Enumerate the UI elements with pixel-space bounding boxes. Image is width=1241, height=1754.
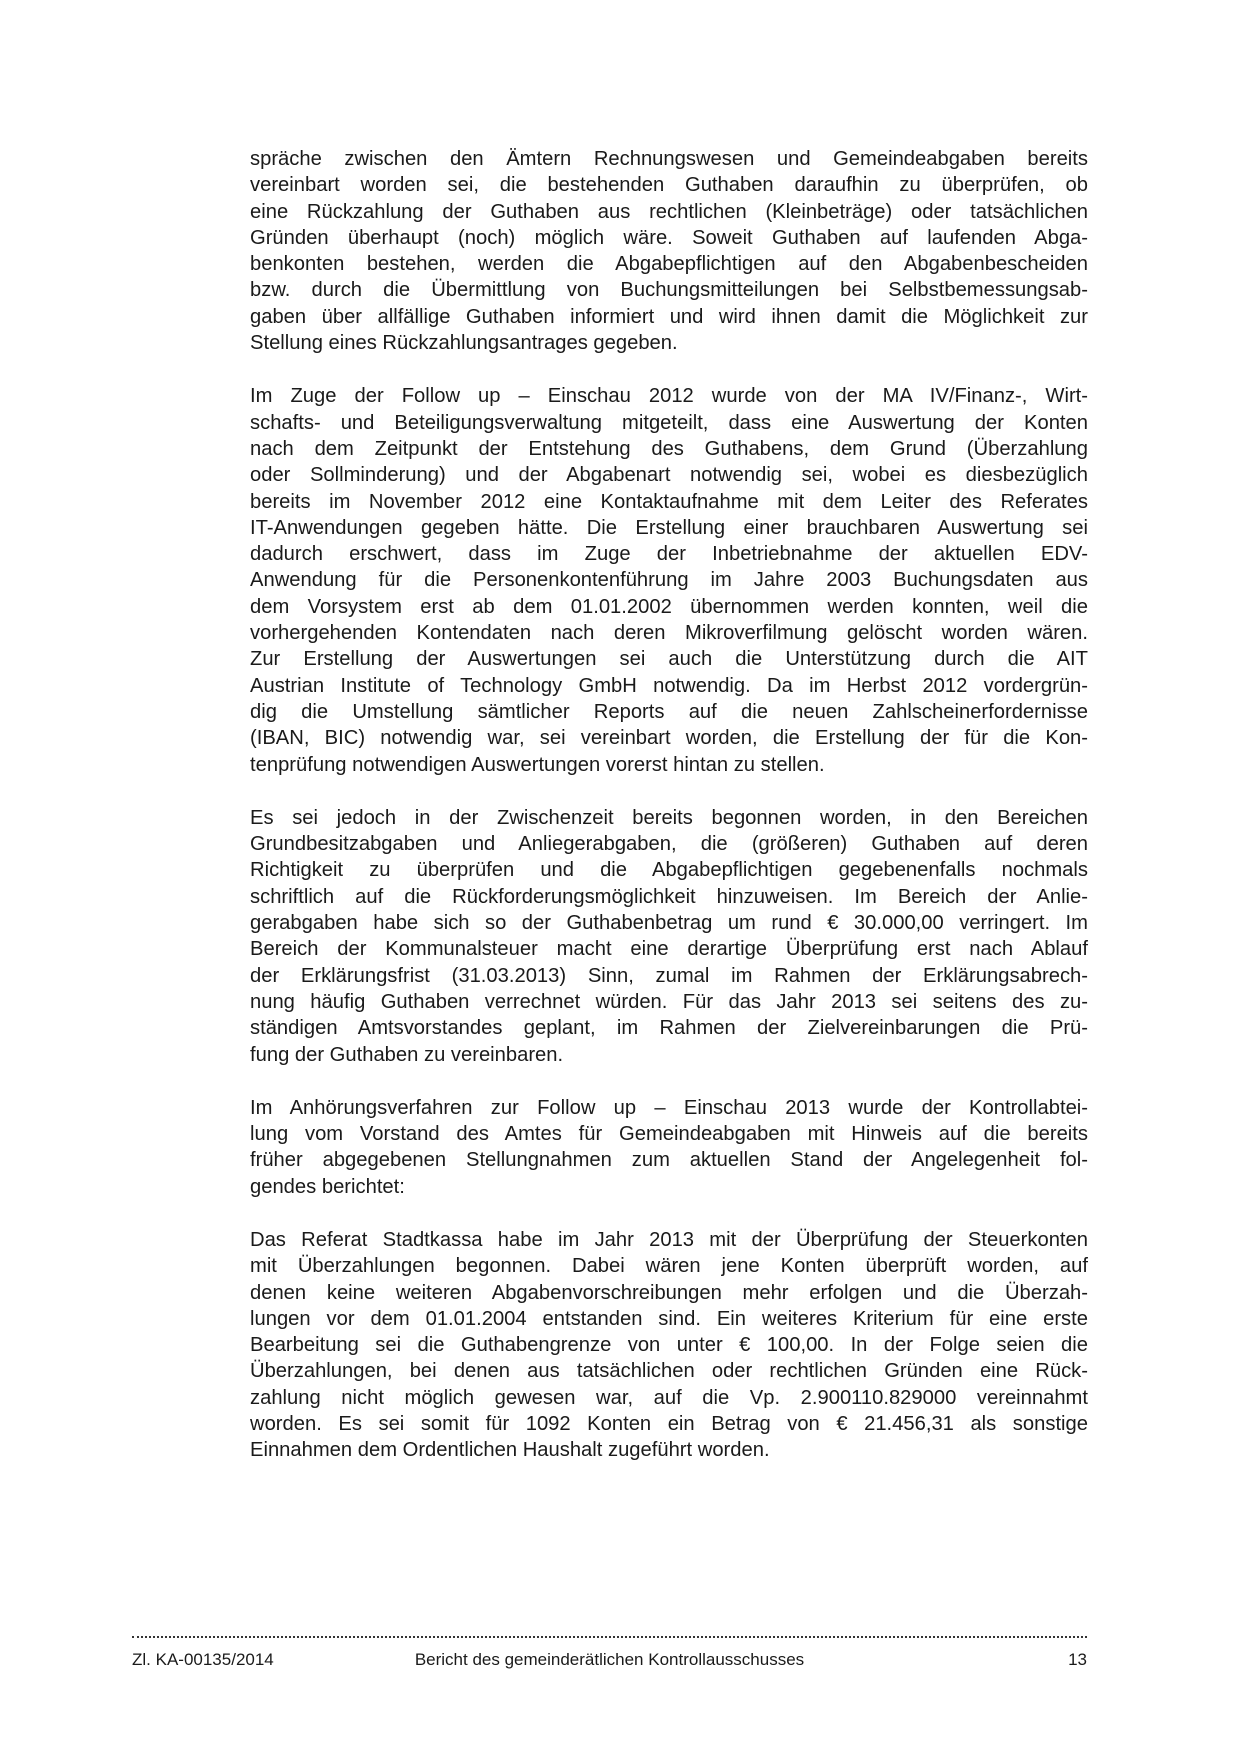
text-line: Bereich der Kommunalsteuer macht eine derartige Überprüfung erst nach Ablauf bbox=[250, 938, 1088, 961]
footer-title: Bericht des gemeinderätlichen Kontrollausschusses bbox=[414, 1650, 805, 1669]
text-line: dadurch erschwert, dass im Zuge der Inbetriebnahme der aktuellen EDV- bbox=[250, 543, 1088, 566]
text-line: dig die Umstellung sämtlicher Reports auf die neuen Zahlscheinerfordernisse bbox=[250, 700, 1088, 723]
text-line: schafts- und Beteiligungsverwaltung mitgeteilt, dass eine Auswertung der Konten bbox=[250, 411, 1088, 434]
text-line: Austrian Institute of Technology GmbH notwendig. Da im Herbst 2012 vordergrün- bbox=[250, 674, 1088, 697]
text-line: fung der Guthaben zu vereinbaren. bbox=[250, 1043, 564, 1066]
text-line: IT-Anwendungen gegeben hätte. Die Erstellung einer brauchbaren Auswertung sei bbox=[250, 516, 1088, 539]
paragraph bbox=[250, 1095, 1088, 1200]
text-line: tenprüfung notwendigen Auswertungen vorerst hintan zu stellen. bbox=[250, 753, 825, 776]
text-line: dem Vorsystem erst ab dem 01.01.2002 übernommen werden konnten, weil die bbox=[250, 595, 1088, 618]
footer-row bbox=[132, 1650, 1087, 1674]
document-body bbox=[250, 146, 1088, 1464]
text-line: oder Sollminderung) und der Abgabenart notwendig sei, wobei es diesbezüglich bbox=[250, 464, 1088, 487]
text-line: Das Referat Stadtkassa habe im Jahr 2013 mit der Überprüfung der Steuerkonten bbox=[250, 1228, 1088, 1251]
text-line: gaben über allfällige Guthaben informiert und wird ihnen damit die Möglichkeit zur bbox=[250, 305, 1088, 328]
paragraph bbox=[250, 146, 1088, 356]
paragraph-gap bbox=[250, 1200, 1088, 1227]
text-line: gendes berichtet: bbox=[250, 1175, 405, 1198]
text-line: Im Anhörungsverfahren zur Follow up – Einschau 2013 wurde der Kontrollabtei- bbox=[250, 1096, 1088, 1119]
text-line: bereits im November 2012 eine Kontaktaufnahme mit dem Leiter des Referates bbox=[250, 490, 1088, 513]
text-line: Zur Erstellung der Auswertungen sei auch die Unterstützung durch die AIT bbox=[250, 648, 1088, 671]
text-line: nach dem Zeitpunkt der Entstehung des Guthabens, dem Grund (Überzahlung bbox=[250, 437, 1088, 460]
text-line: gerabgaben habe sich so der Guthabenbetrag um rund € 30.000,00 verringert. Im bbox=[250, 912, 1088, 935]
text-line: Grundbesitzabgaben und Anliegerabgaben, die (größeren) Guthaben auf deren bbox=[250, 833, 1088, 856]
text-line: lungen vor dem 01.01.2004 entstanden sind. Ein weiteres Kriterium für eine erste bbox=[250, 1307, 1088, 1330]
text-line: Gründen überhaupt (noch) möglich wäre. Soweit Guthaben auf laufenden Abga- bbox=[250, 226, 1088, 249]
page-number: 13 bbox=[1068, 1650, 1087, 1669]
text-line: Stellung eines Rückzahlungsantrages gegeben. bbox=[250, 332, 678, 355]
footer-divider bbox=[132, 1636, 1087, 1638]
text-line: Bearbeitung sei die Guthabengrenze von unter € 100,00. In der Folge seien die bbox=[250, 1334, 1088, 1357]
text-line: Es sei jedoch in der Zwischenzeit bereits begonnen worden, in den Bereichen bbox=[250, 806, 1088, 829]
text-line: eine Rückzahlung der Guthaben aus rechtlichen (Kleinbeträge) oder tatsächlichen bbox=[250, 200, 1088, 223]
text-line: benkonten bestehen, werden die Abgabepflichtigen auf den Abgabenbescheiden bbox=[250, 253, 1088, 276]
text-line: zahlung nicht möglich gewesen war, auf die Vp. 2.900110.829000 vereinnahmt bbox=[250, 1386, 1088, 1409]
text-line: Richtigkeit zu überprüfen und die Abgabepflichtigen gegebenenfalls nochmals bbox=[250, 859, 1088, 882]
page-footer bbox=[132, 1636, 1087, 1674]
text-line: lung vom Vorstand des Amtes für Gemeindeabgaben mit Hinweis auf die bereits bbox=[250, 1123, 1088, 1146]
footer-reference: Zl. KA-00135/2014 bbox=[132, 1650, 274, 1669]
text-line: worden. Es sei somit für 1092 Konten ein Betrag von € 21.456,31 als sonstige bbox=[250, 1413, 1088, 1436]
paragraph-gap bbox=[250, 778, 1088, 805]
text-line: der Erklärungsfrist (31.03.2013) Sinn, zumal im Rahmen der Erklärungsabrech- bbox=[250, 964, 1088, 987]
paragraph bbox=[250, 383, 1088, 777]
text-line: Anwendung für die Personenkontenführung im Jahre 2003 Buchungsdaten aus bbox=[250, 569, 1088, 592]
text-line: ständigen Amtsvorstandes geplant, im Rahmen der Zielvereinbarungen die Prü- bbox=[250, 1017, 1088, 1040]
paragraph bbox=[250, 805, 1088, 1068]
paragraph bbox=[250, 1227, 1088, 1464]
text-line: denen keine weiteren Abgabenvorschreibungen mehr erfolgen und die Überzah- bbox=[250, 1281, 1088, 1304]
text-line: Im Zuge der Follow up – Einschau 2012 wurde von der MA IV/Finanz-, Wirt- bbox=[250, 385, 1088, 408]
text-line: früher abgegebenen Stellungnahmen zum aktuellen Stand der Angelegenheit fol- bbox=[250, 1149, 1088, 1172]
text-line: bzw. durch die Übermittlung von Buchungsmitteilungen bei Selbstbemessungsab- bbox=[250, 279, 1088, 302]
text-line: spräche zwischen den Ämtern Rechnungswesen und Gemeindeabgaben bereits bbox=[250, 148, 1088, 170]
text-line: schriftlich auf die Rückforderungsmöglichkeit hinzuweisen. Im Bereich der Anlie- bbox=[250, 885, 1088, 908]
paragraph-gap bbox=[250, 1068, 1088, 1095]
text-line: Einnahmen dem Ordentlichen Haushalt zugeführt worden. bbox=[250, 1439, 770, 1462]
text-line: vereinbart worden sei, die bestehenden Guthaben daraufhin zu überprüfen, ob bbox=[250, 174, 1088, 197]
text-line: nung häufig Guthaben verrechnet würden. Für das Jahr 2013 sei seitens des zu- bbox=[250, 990, 1088, 1013]
paragraph-gap bbox=[250, 356, 1088, 383]
text-line: vorhergehenden Kontendaten nach deren Mikroverfilmung gelöscht worden wären. bbox=[250, 622, 1088, 645]
text-line: (IBAN, BIC) notwendig war, sei vereinbart worden, die Erstellung der für die Kon- bbox=[250, 727, 1088, 750]
text-line: mit Überzahlungen begonnen. Dabei wären jene Konten überprüft worden, auf bbox=[250, 1255, 1088, 1278]
text-line: Überzahlungen, bei denen aus tatsächlichen oder rechtlichen Gründen eine Rück- bbox=[250, 1360, 1088, 1383]
